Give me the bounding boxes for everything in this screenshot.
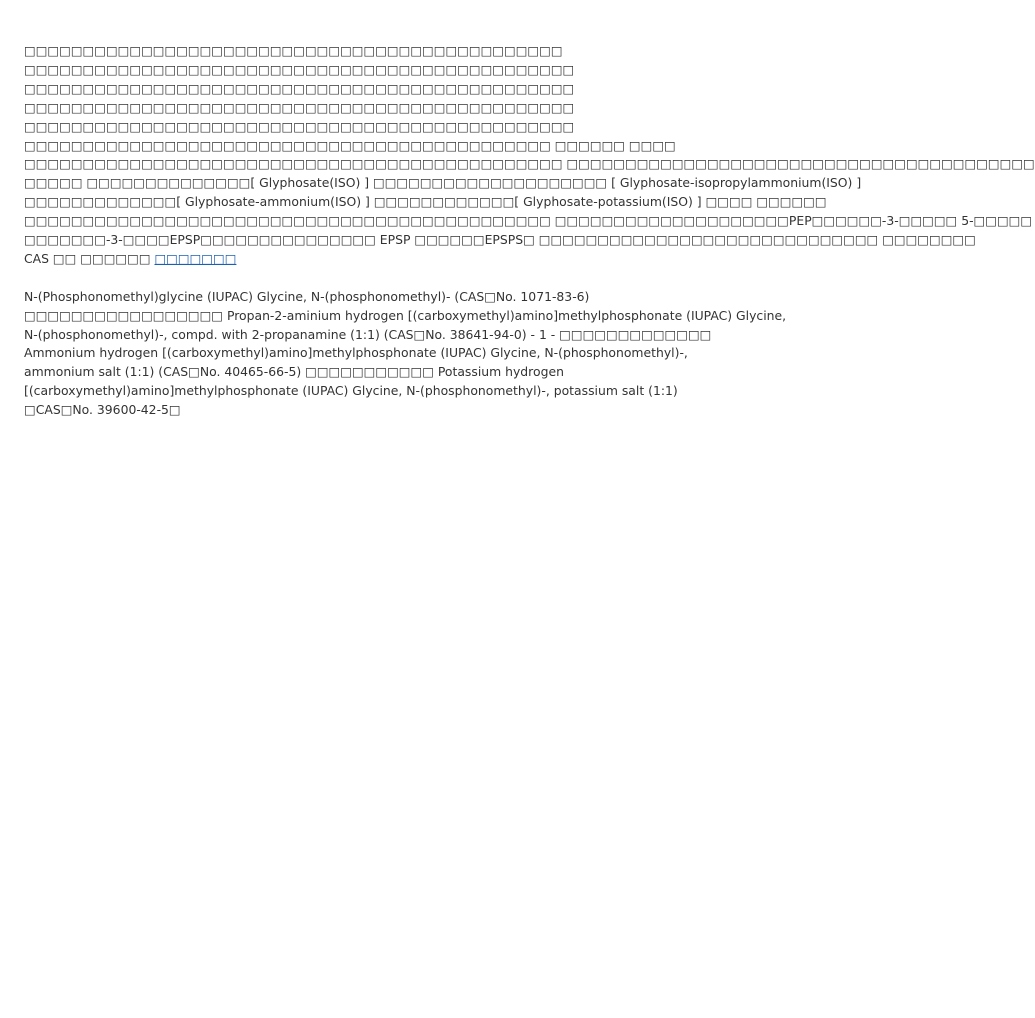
text-line: □□□□□□□□□□□□□□□□□□□□□□□□□□□□□□□□□□□□□□□□□□□□□□ □□□□□□□□□□□□□□□□□□□□□□□□□□□□□□□□□□□□□□□□ [24, 156, 1035, 172]
text-line: □□□□□□□□□□□□□□□□□□□□□□□□□□□□□□□□□□□□□□□□□□□□□□□ [24, 61, 575, 77]
text-line: □□□□□□□□□□□□□□□□□□□□□□□□□□□□□□□□□□□□□□□□□□□□□□□ [24, 80, 575, 96]
text-line: [(carboxymethyl)amino]methylphosphonate (IUPAC) Glycine, N-(phosphonomethyl)-, potassium salt (1:1) [24, 383, 678, 399]
document-body [24, 42, 1035, 420]
text-line: □□□□□□□□□□□□□□□□□□□□□□□□□□□□□□□□□□□□□□□□□□□□□□ [24, 43, 563, 58]
text-line: □CAS□No. 39600-42-5□ [24, 402, 181, 418]
text-line: □□□□□□□-3-□□□□EPSP□□□□□□□□□□□□□□□ EPSP □□□□□□EPSPS□ □□□□□□□□□□□□□□□□□□□□□□□□□□□□□ □□□□□□□□ [24, 232, 976, 248]
text-line: N-(Phosphonomethyl)glycine (IUPAC) Glycine, N-(phosphonomethyl)- (CAS□No. 1071-83-6) [24, 288, 590, 304]
text-line-with-link [24, 250, 696, 269]
text-line: □□□□□□□□□□□□□□□□□□□□□□□□□□□□□□□□□□□□□□□□□□□□□□□ [24, 118, 575, 134]
cas-prefix-text: CAS □□ □□□□□□ [24, 250, 155, 266]
text-line: □□□□□ □□□□□□□□□□□□□□[ Glyphosate(ISO) ] □□□□□□□□□□□□□□□□□□□□ [ Glyphosate-isopropylammonium(ISO) ] [24, 175, 862, 191]
text-line: Ammonium hydrogen [(carboxymethyl)amino]methylphosphonate (IUPAC) Glycine, N-(phosphonomethyl)-, [24, 345, 688, 361]
text-line: □□□□□□□□□□□□□□□□□□□□□□□□□□□□□□□□□□□□□□□□□□□□□ □□□□□□□□□□□□□□□□□□□□PEP□□□□□□-3-□□□□□ 5-□□□□□ [24, 213, 1033, 229]
paragraph-cas-numbers [24, 288, 787, 420]
reference-link[interactable]: □□□□□□□ [154, 250, 237, 266]
text-line: □□□□□□□□□□□□□□□□□□□□□□□□□□□□□□□□□□□□□□□□□□□□□□□ [24, 99, 575, 115]
text-line: ammonium salt (1:1) (CAS□No. 40465-66-5) □□□□□□□□□□□ Potassium hydrogen [24, 364, 564, 380]
paragraph-glyphosate-intro [24, 42, 1035, 269]
text-line: N-(phosphonomethyl)-, compd. with 2-propanamine (1:1) (CAS□No. 38641-94-0) - 1 - □□□□□□□□□□□□□ [24, 326, 712, 342]
text-line: □□□□□□□□□□□□□[ Glyphosate-ammonium(ISO) ] □□□□□□□□□□□□[ Glyphosate-potassium(ISO) ] □□□□ □□□□□□ [24, 194, 827, 210]
text-line: □□□□□□□□□□□□□□□□□□□□□□□□□□□□□□□□□□□□□□□□□□□□□ □□□□□□ □□□□ [24, 137, 676, 153]
text-line: □□□□□□□□□□□□□□□□□ Propan-2-aminium hydrogen [(carboxymethyl)amino]methylphosphonate (IUPAC) Glycine, [24, 307, 787, 323]
